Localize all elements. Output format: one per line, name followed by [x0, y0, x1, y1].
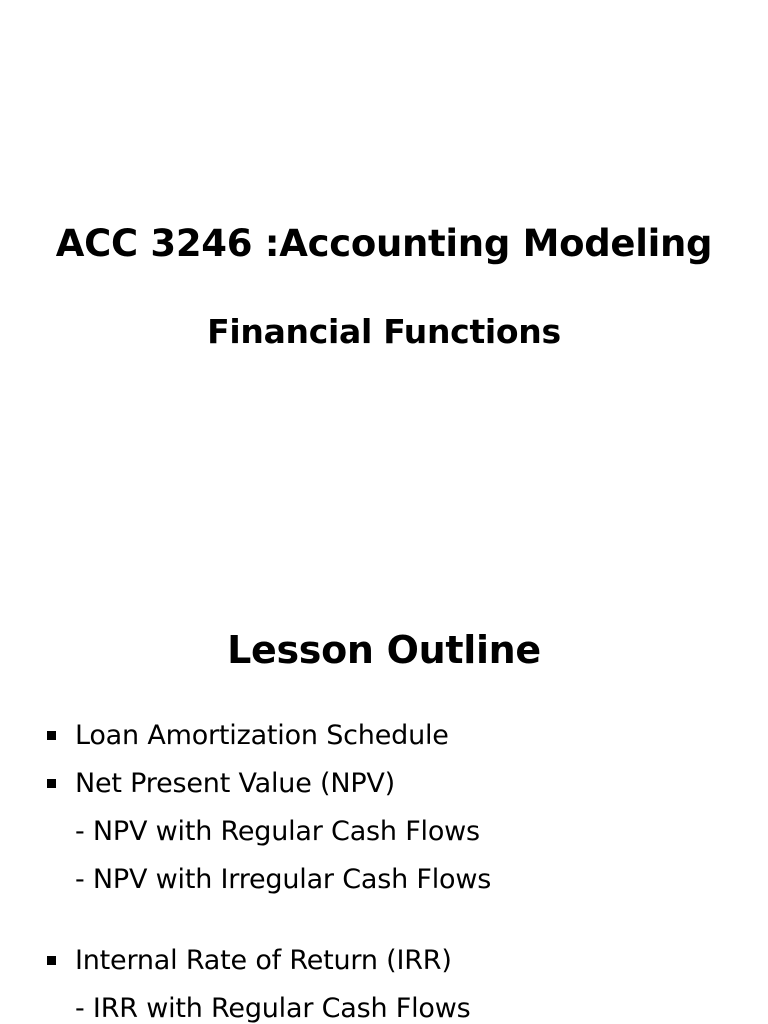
outline-item-text: Net Present Value (NPV): [75, 768, 396, 799]
outline-list: [0, 712, 768, 1024]
outline-spacer: [0, 904, 768, 937]
outline-item-loan-amortization: [0, 712, 768, 760]
outline-subitem-text: - IRR with Regular Cash Flows: [75, 993, 471, 1024]
outline-subitem-npv-irregular: [0, 856, 768, 904]
outline-item-npv: [0, 760, 768, 808]
square-bullet-icon: [47, 956, 56, 965]
outline-heading: Lesson Outline: [227, 628, 541, 672]
slide-subtitle: Financial Functions: [207, 312, 561, 351]
outline-subitem-text: - NPV with Irregular Cash Flows: [75, 864, 492, 895]
outline-subitem-text: - NPV with Regular Cash Flows: [75, 816, 480, 847]
outline-item-text: Internal Rate of Return (IRR): [75, 945, 452, 976]
slide-title: ACC 3246 :Accounting Modeling: [55, 222, 713, 265]
outline-subitem-irr-regular: [0, 985, 768, 1024]
outline-subitem-npv-regular: [0, 808, 768, 856]
outline-item-irr: [0, 937, 768, 985]
square-bullet-icon: [47, 779, 56, 788]
square-bullet-icon: [47, 731, 56, 740]
outline-item-text: Loan Amortization Schedule: [75, 720, 449, 751]
